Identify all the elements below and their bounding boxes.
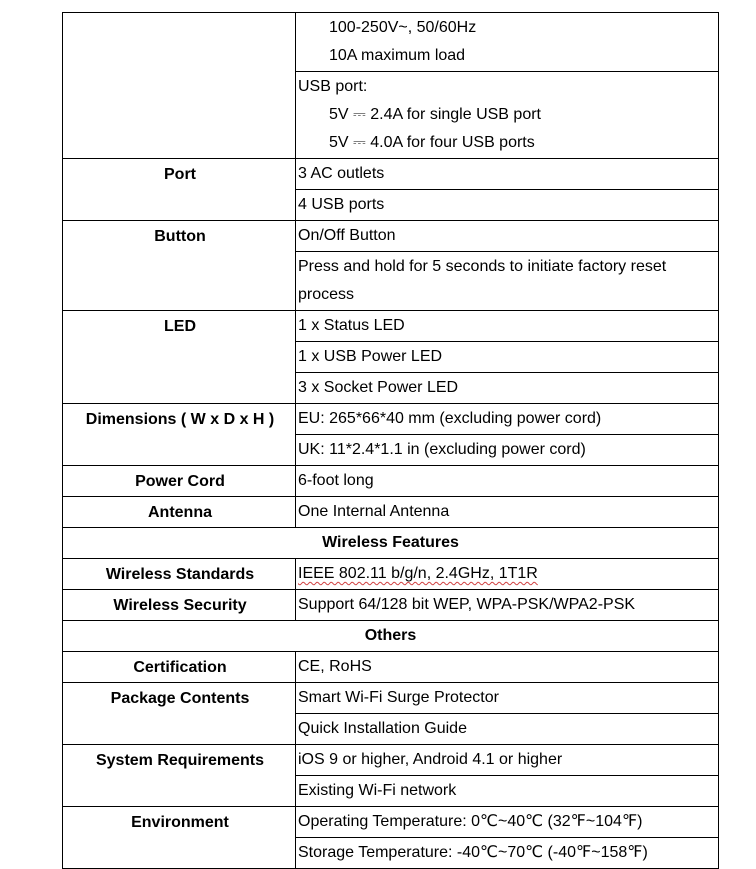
table-row <box>63 159 719 190</box>
table-row <box>63 497 719 528</box>
table-row <box>63 559 719 590</box>
table-row <box>63 652 719 683</box>
others-section-heading: Others <box>63 621 719 652</box>
wireless-standards-label: Wireless Standards <box>63 559 296 590</box>
power-cord-value: 6-foot long <box>296 466 719 497</box>
port-value: 3 AC outlets <box>296 159 719 190</box>
wireless-security-label: Wireless Security <box>63 590 296 621</box>
environment-value: Storage Temperature: -40℃~70℃ (-40℉~158℉) <box>296 838 719 869</box>
table-row <box>63 466 719 497</box>
dimensions-label: Dimensions ( W x D x H ) <box>63 404 296 466</box>
table-row <box>63 590 719 621</box>
certification-label: Certification <box>63 652 296 683</box>
wireless-standards-value <box>296 559 719 590</box>
usb-output-cell <box>296 72 719 159</box>
system-label: System Requirements <box>63 745 296 807</box>
usb-four-text: 5V ⎓ 4.0A for four USB ports <box>329 134 535 151</box>
table-row <box>63 528 719 559</box>
table-row <box>63 807 719 838</box>
power-input-cell <box>296 13 719 72</box>
package-label: Package Contents <box>63 683 296 745</box>
wireless-security-value: Support 64/128 bit WEP, WPA-PSK/WPA2-PSK <box>296 590 719 621</box>
package-value: Quick Installation Guide <box>296 714 719 745</box>
power-label-cell <box>63 13 296 159</box>
antenna-label: Antenna <box>63 497 296 528</box>
power-cord-label: Power Cord <box>63 466 296 497</box>
environment-label: Environment <box>63 807 296 869</box>
port-label: Port <box>63 159 296 221</box>
button-value: On/Off Button <box>296 221 719 252</box>
spec-table <box>62 12 719 869</box>
certification-value: CE, RoHS <box>296 652 719 683</box>
package-value: Smart Wi-Fi Surge Protector <box>296 683 719 714</box>
button-value: Press and hold for 5 seconds to initiate factory reset process <box>296 252 719 311</box>
table-row <box>63 745 719 776</box>
table-row <box>63 404 719 435</box>
port-value: 4 USB ports <box>296 190 719 221</box>
led-value: 1 x USB Power LED <box>296 342 719 373</box>
antenna-value: One Internal Antenna <box>296 497 719 528</box>
table-row <box>63 621 719 652</box>
max-load-text: 10A maximum load <box>329 47 466 64</box>
voltage-text: 100-250V~, 50/60Hz <box>329 19 477 36</box>
system-value: Existing Wi-Fi network <box>296 776 719 807</box>
led-label: LED <box>63 311 296 404</box>
led-value: 3 x Socket Power LED <box>296 373 719 404</box>
system-value: iOS 9 or higher, Android 4.1 or higher <box>296 745 719 776</box>
wireless-section-heading: Wireless Features <box>63 528 719 559</box>
table-row <box>63 221 719 252</box>
dimensions-value: UK: 11*2.4*1.1 in (excluding power cord) <box>296 435 719 466</box>
dimensions-value: EU: 265*66*40 mm (excluding power cord) <box>296 404 719 435</box>
usb-port-heading: USB port: <box>298 78 368 95</box>
button-label: Button <box>63 221 296 311</box>
table-row <box>63 311 719 342</box>
environment-value: Operating Temperature: 0℃~40℃ (32℉~104℉) <box>296 807 719 838</box>
table-row <box>63 683 719 714</box>
table-row <box>63 13 719 72</box>
wireless-standards-text: IEEE 802.11 b/g/n, 2.4GHz, 1T1R <box>298 565 538 582</box>
led-value: 1 x Status LED <box>296 311 719 342</box>
usb-single-text: 5V ⎓ 2.4A for single USB port <box>329 106 541 123</box>
